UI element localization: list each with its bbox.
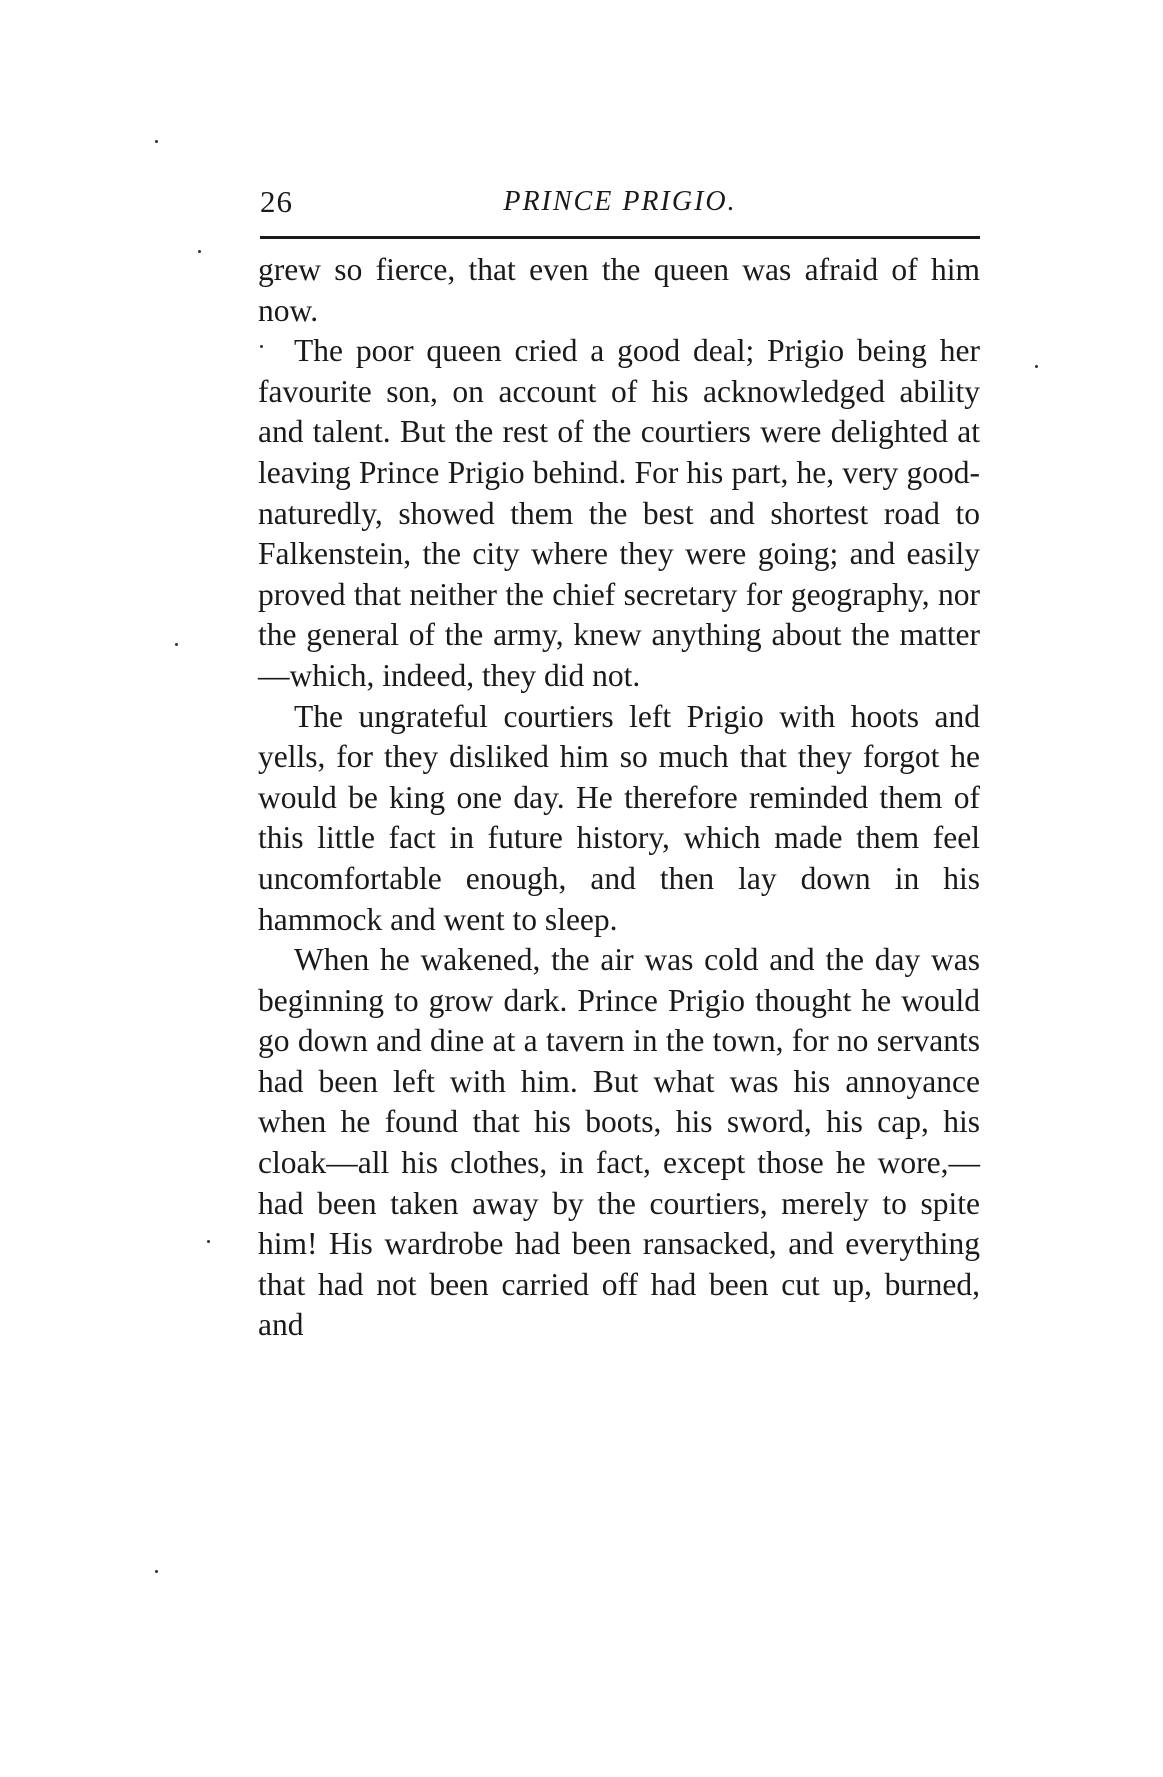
- running-title: PRINCE PRIGIO.: [503, 186, 737, 217]
- scan-speck: [155, 140, 158, 143]
- scan-speck: [198, 250, 201, 253]
- header-rule: [260, 236, 980, 239]
- scan-speck: [175, 643, 178, 646]
- paragraph: The ungrateful courtiers left Prigio with hoots and yells, for they disliked him so much that they forgot he would be king one day. He therefore reminded them of this little fact in future history, which made them feel uncomfortable enough, and then lay down in his hammock and went to sleep.: [258, 698, 980, 937]
- paragraph-continuation: grew so fierce, that even the queen was afraid of him now.: [258, 252, 980, 328]
- page-number: 26: [260, 184, 293, 219]
- paragraph: The poor queen cried a good deal; Prigio being her favourite son, on account of his acknowledged ability and talent. But the rest of the courtiers were delighted at leaving Prince Prigio behind. For his part, he, very good-naturedly, showed them the best and shortest road to Falkenstein, the city where they were going; and easily proved that neither the chief secretary for geography, nor the general of the army, knew anything about the matter—which, indeed, they did not.: [258, 333, 980, 693]
- scan-speck: [260, 345, 263, 348]
- scan-speck: [207, 1240, 210, 1243]
- body-text: [258, 250, 980, 1346]
- page-header: [260, 184, 980, 228]
- paragraph: When he wakened, the air was cold and the day was beginning to grow dark. Prince Prigio thought he would go down and dine at a tavern in the town, for no servants had been left with him. But what was his annoyance when he found that his boots, his sword, his cap, his cloak—all his clothes, in fact, except those he wore,—had been taken away by the courtiers, merely to spite him! His wardrobe had been ransacked, and everything that had not been carried off had been cut up, burned, and: [258, 942, 980, 1343]
- scan-speck: [1035, 365, 1038, 368]
- scan-speck: [155, 1570, 158, 1573]
